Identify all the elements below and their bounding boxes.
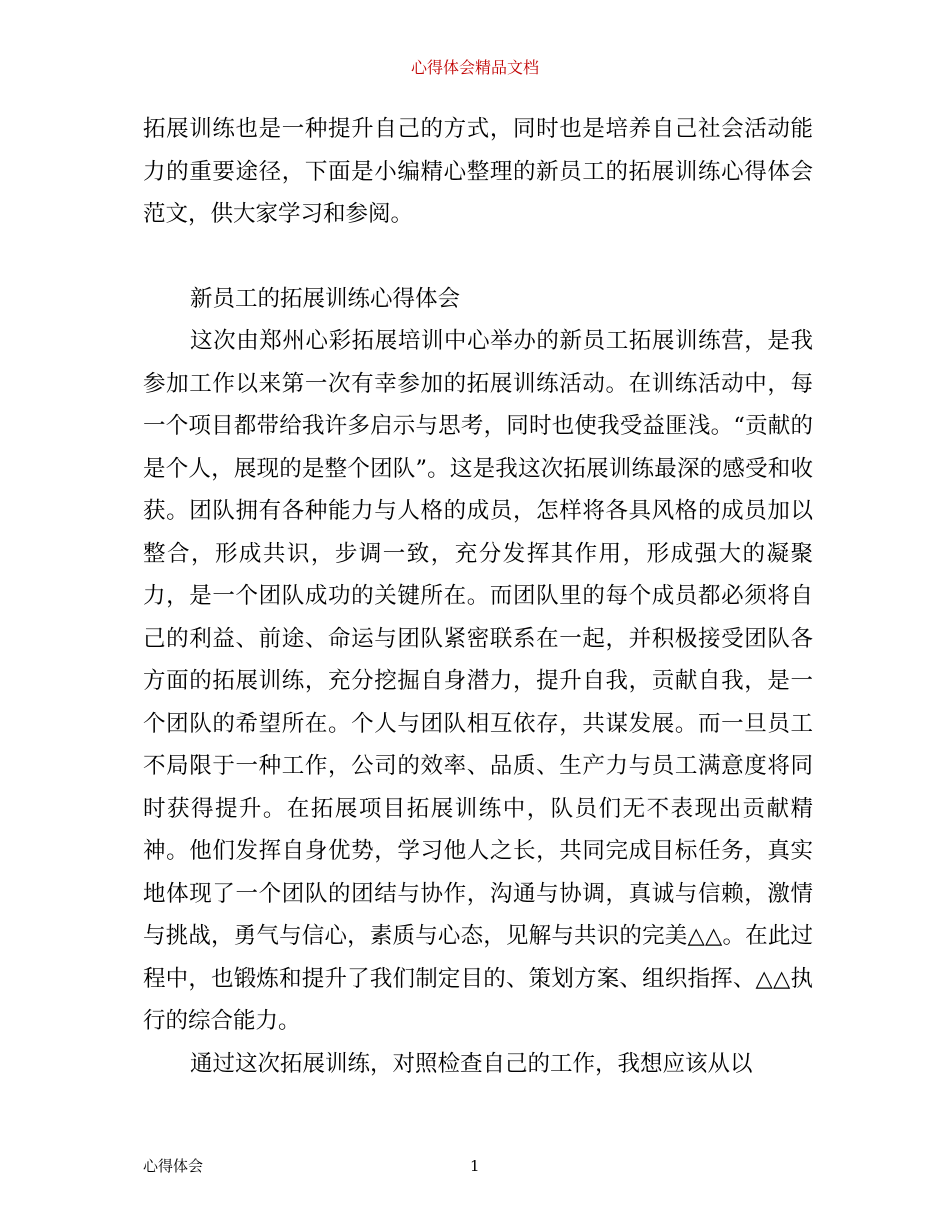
- body-paragraph-1: 这次由郑州心彩拓展培训中心举办的新员工拓展训练营，是我参加工作以来第一次有幸参加的拓展训练活动。在训练活动中，每一个项目都带给我许多启示与思考，同时也使我受益匪浅。“贡献的是个人，展现的是整个团队”。这是我这次拓展训练最深的感受和收获。团队拥有各种能力与人格的成员，怎样将各具风格的成员加以整合，形成共识，步调一致，充分发挥其作用，形成强大的凝聚力，是一个团队成功的关键所在。而团队里的每个成员都必须将自己的利益、前途、命运与团队紧密联系在一起，并积极接受团队各方面的拓展训练，充分挖掘自身潜力，提升自我，贡献自我，是一个团队的希望所在。个人与团队相互依存，共谋发展。而一旦员工不局限于一种工作，公司的效率、品质、生产力与员工满意度将同时获得提升。在拓展项目拓展训练中，队员们无不表现出贡献精神。他们发挥自身优势，学习他人之长，共同完成目标任务，真实地体现了一个团队的团结与协作，沟通与协调，真诚与信赖，激情与挑战，勇气与信心，素质与心态，见解与共识的完美△△。在此过程中，也锻炼和提升了我们制定目的、策划方案、组织指挥、△△执行的综合能力。: [143, 328, 813, 1034]
- body-paragraph-2: 通过这次拓展训练，对照检查自己的工作，我想应该从以: [190, 1050, 753, 1077]
- intro-paragraph: 拓展训练也是一种提升自己的方式，同时也是培养自己社会活动能力的重要途径，下面是小编精心整理的新员工的拓展训练心得体会范文，供大家学习和参阅。: [143, 116, 813, 227]
- document-body: [143, 108, 813, 1085]
- page-header-title: 心得体会精品文档: [410, 58, 539, 77]
- article-title: 新员工的拓展训练心得体会: [190, 285, 461, 312]
- footer-label: 心得体会: [143, 1157, 204, 1175]
- page-number: 1: [470, 1157, 480, 1175]
